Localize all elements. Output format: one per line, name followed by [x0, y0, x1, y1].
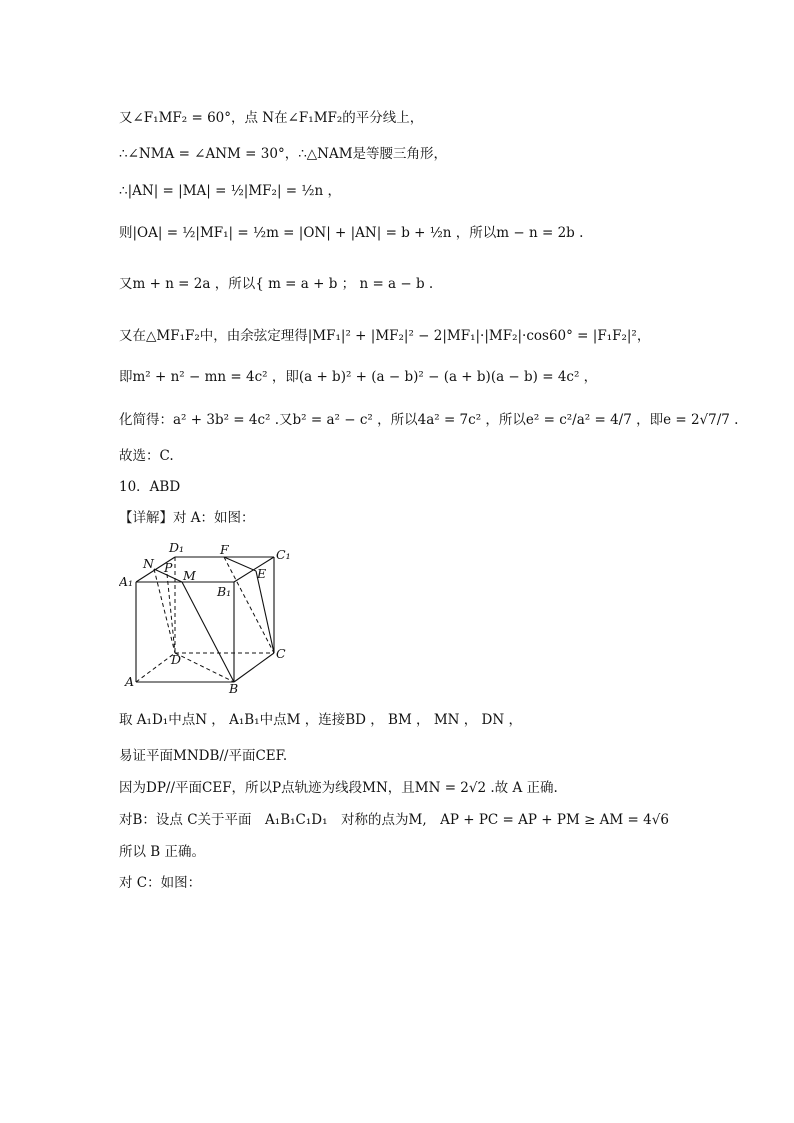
text-line: 取 A₁D₁中点N ， A₁B₁中点M ，连接BD ， BM ， MN ， DN ，: [119, 712, 522, 728]
text-line: 【详解】对 A：如图：: [119, 510, 255, 526]
label-P: P: [164, 560, 173, 575]
edge-AD-hidden: [136, 653, 175, 682]
text-line: 化简得：a² + 3b² = 4c² .又b² = a² − c² ，所以4a² = 7c² ，所以e² = c²/a² = 4/7 ，即e = 2√7/7 .: [119, 412, 739, 428]
text-line: 即m² + n² − mn = 4c² ，即(a + b)² + (a − b)² − (a + b)(a − b) = 4c² ，: [119, 369, 598, 385]
label-A: A: [125, 674, 135, 689]
segment-EC: [256, 571, 274, 653]
text-line: 对 C：如图：: [119, 875, 202, 891]
edge-BC: [234, 653, 274, 682]
segment-FC-hidden: [224, 557, 274, 653]
text-line: 又m + n = 2a ，所以{ m = a + b ； n = a − b .: [119, 276, 434, 292]
segment-BD-hidden: [175, 653, 234, 682]
text-line: ∴|AN| = |MA| = ½|MF₂| = ½n ，: [119, 183, 341, 199]
text-line: 故选：C.: [119, 448, 174, 464]
segment-DP-hidden: [167, 574, 175, 653]
cube-figure: [119, 536, 299, 700]
text-line: 所以 B 正确。: [119, 844, 206, 860]
label-D: D: [171, 652, 182, 667]
text-line: ∴∠NMA = ∠ANM = 30°，∴△NAM是等腰三角形，: [119, 146, 448, 162]
label-E: E: [257, 566, 267, 581]
edge-B1C1: [234, 557, 274, 582]
text-line: 则|OA| = ½|MF₁| = ½m = |ON| + |AN| = b + ½n ，所以m − n = 2b .: [119, 225, 584, 241]
text-line: 又∠F₁MF₂ = 60°，点 N在∠F₁MF₂的平分线上，: [119, 110, 424, 126]
cube-diagram: [119, 536, 299, 696]
label-M: M: [183, 568, 196, 583]
label-C1: C₁: [276, 547, 291, 562]
label-D1: D₁: [169, 540, 185, 555]
text-line: 因为DP//平面CEF，所以P点轨迹为线段MN，且MN = 2√2 .故 A 正确.: [119, 780, 558, 796]
label-B: B: [229, 681, 239, 696]
text-line: 对B：设点 C关于平面 A₁B₁C₁D₁ 对称的点为M, AP + PC = AP + PM ≥ AM = 4√6: [119, 812, 669, 828]
label-A1: A₁: [119, 574, 134, 589]
text-line: 又在△MF₁F₂中，由余弦定理得|MF₁|² + |MF₂|² − 2|MF₁|·|MF₂|·cos60° = |F₁F₂|²，: [119, 328, 651, 344]
label-F: F: [220, 542, 229, 557]
label-B1: B₁: [217, 584, 232, 599]
segment-FE: [224, 557, 256, 571]
text-line: 10．ABD: [119, 479, 181, 495]
label-N: N: [143, 556, 154, 571]
text-line: 易证平面MNDB//平面CEF.: [119, 748, 288, 764]
label-C: C: [276, 646, 286, 661]
